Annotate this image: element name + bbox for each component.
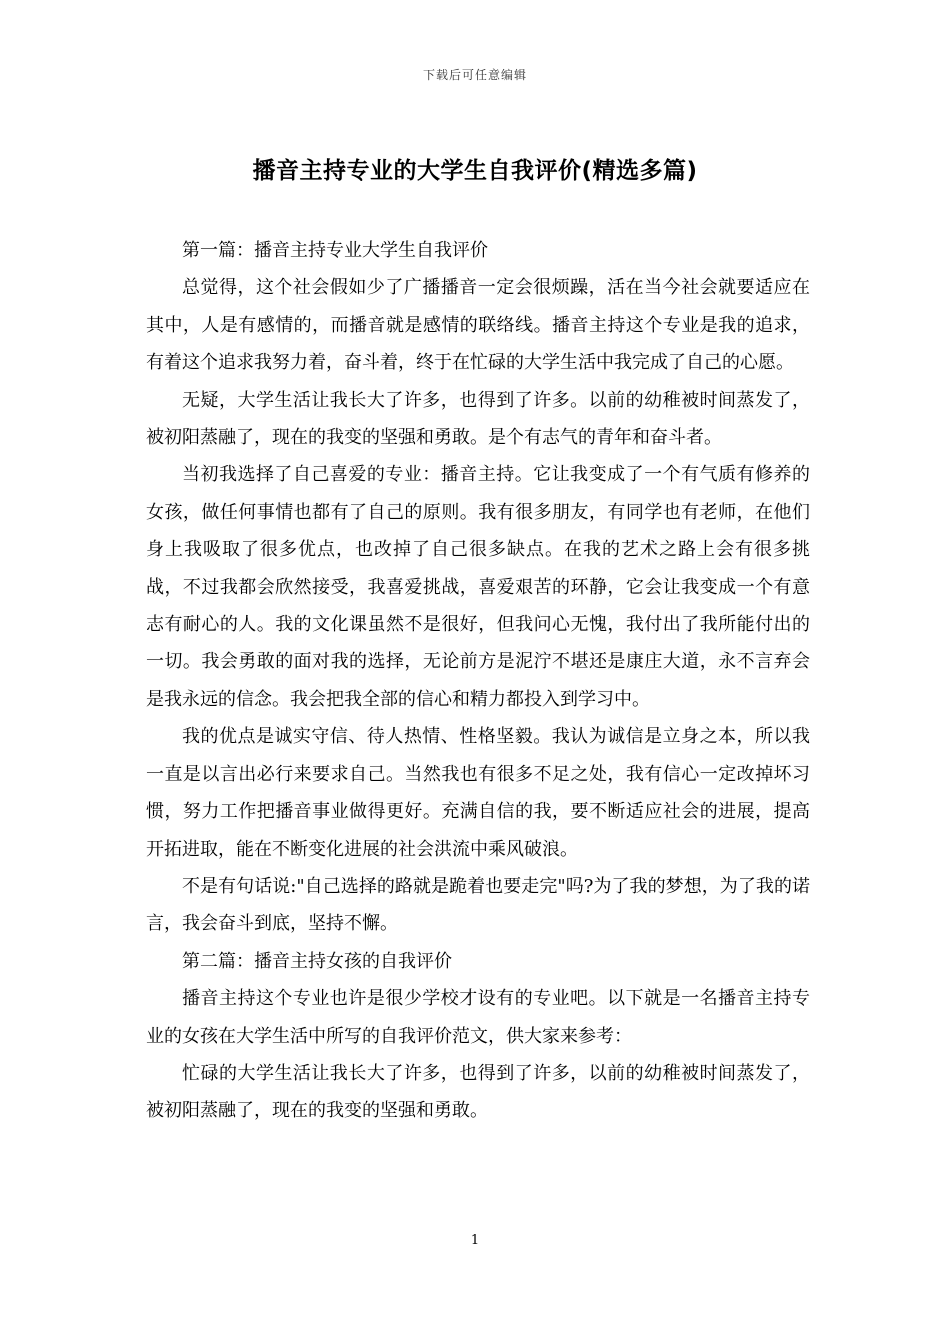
paragraph: 无疑，大学生活让我长大了许多，也得到了许多。以前的幼稚被时间蒸发了，被初阳蒸融了，现在的我变的坚强和勇敢。是个有志气的青年和奋斗者。 [146,389,810,449]
paragraph: 忙碌的大学生活让我长大了许多，也得到了许多，以前的幼稚被时间蒸发了，被初阳蒸融了，现在的我变的坚强和勇敢。 [146,1062,810,1122]
paragraph: 我的优点是诚实守信、待人热情、性格坚毅。我认为诚信是立身之本，所以我一直是以言出必行来要求自己。当然我也有很多不足之处，我有信心一定改掉坏习惯，努力工作把播音事业做得更好。充满自信的我，要不断适应社会的进展，提高开拓进取，能在不断变化进展的社会洪流中乘风破浪。 [146,726,810,860]
section-heading-1: 第一篇：播音主持专业大学生自我评价 [182,240,488,261]
document-body [146,232,810,1130]
paragraph: 总觉得，这个社会假如少了广播播音一定会很烦躁，活在当今社会就要适应在其中，人是有感情的，而播音就是感情的联络线。播音主持这个专业是我的追求，有着这个追求我努力着，奋斗着，终于在忙碌的大学生活中我完成了自己的心愿。 [146,277,810,374]
paragraph: 播音主持这个专业也许是很少学校才设有的专业吧。以下就是一名播音主持专业的女孩在大学生活中所写的自我评价范文，供大家来参考： [146,988,810,1047]
paragraph: 当初我选择了自己喜爱的专业：播音主持。它让我变成了一个有气质有修养的女孩，做任何事情也都有了自己的原则。我有很多朋友，有同学也有老师，在他们身上我吸取了很多优点，也改掉了自己很多缺点。在我的艺术之路上会有很多挑战，不过我都会欣然接受，我喜爱挑战，喜爱艰苦的环静，它会让我变成一个有意志有耐心的人。我的文化课虽然不是很好，但我问心无愧，我付出了我所能付出的一切。我会勇敢的面对我的选择，无论前方是泥泞不堪还是康庄大道，永不言弃会是我永远的信念。我会把我全部的信心和精力都投入到学习中。 [146,464,810,710]
document-title: 播音主持专业的大学生自我评价(精选多篇) [252,158,698,184]
page-number: 1 [470,1233,480,1248]
header-note: 下载后可任意编辑 [422,68,527,82]
paragraph: 不是有句话说:"自己选择的路就是跪着也要走完"吗?为了我的梦想，为了我的诺言，我会奋斗到底，坚持不懈。 [146,875,810,935]
section-heading-2: 第二篇：播音主持女孩的自我评价 [182,950,452,972]
